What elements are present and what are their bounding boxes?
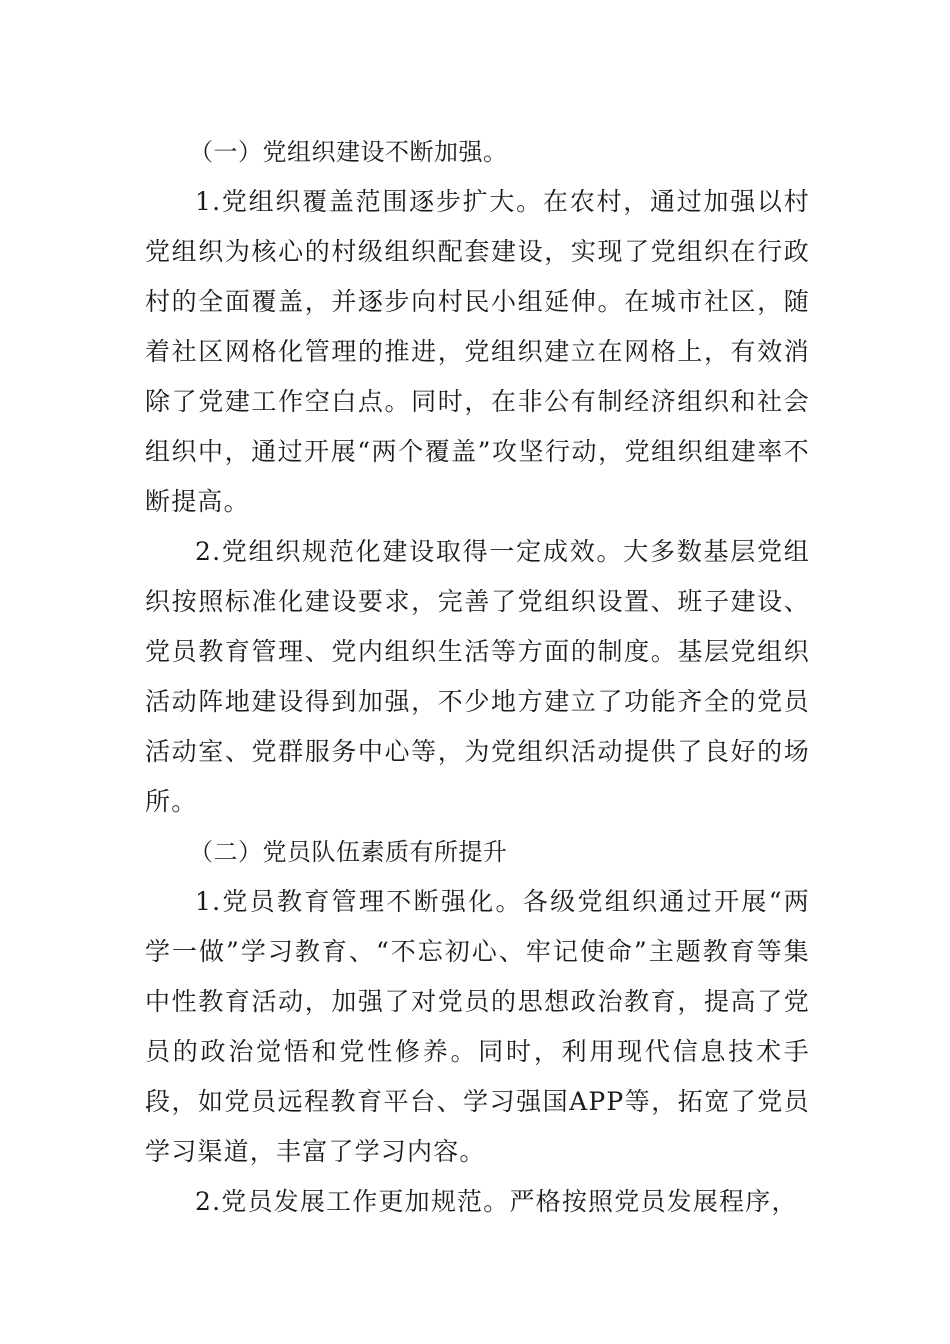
section-heading-1: （一）党组织建设不断加强。 <box>189 138 508 166</box>
section-heading-2: （二）党员队伍素质有所提升 <box>189 838 508 866</box>
paragraph-1-1: 1.党组织覆盖范围逐步扩大。在农村，通过加强以村党组织为核心的村级组织配套建设，实现了党组织在行政村的全面覆盖，并逐步向村民小组延伸。在城市社区，随着社区网格化管理的推进，党组织建立在网格上，有效消除了党建工作空白点。同时，在非公有制经济组织和社会组织中，通过开展“两个覆盖”攻坚行动，党组织组建率不断提高。 <box>145 187 810 516</box>
document-body <box>145 127 810 1227</box>
paragraph-1-2: 2.党组织规范化建设取得一定成效。大多数基层党组织按照标准化建设要求，完善了党组织设置、班子建设、党员教育管理、党内组织生活等方面的制度。基层党组织活动阵地建设得到加强，不少地方建立了功能齐全的党员活动室、党群服务中心等，为党组织活动提供了良好的场所。 <box>145 537 810 816</box>
paragraph-2-1: 1.党员教育管理不断强化。各级党组织通过开展“两学一做”学习教育、“不忘初心、牢记使命”主题教育等集中性教育活动，加强了对党员的思想政治教育，提高了党员的政治觉悟和党性修养。同时，利用现代信息技术手段，如党员远程教育平台、学习强国APP等，拓宽了党员学习渠道，丰富了学习内容。 <box>145 887 810 1166</box>
paragraph-2-2: 2.党员发展工作更加规范。严格按照党员发展程序， <box>195 1187 798 1216</box>
